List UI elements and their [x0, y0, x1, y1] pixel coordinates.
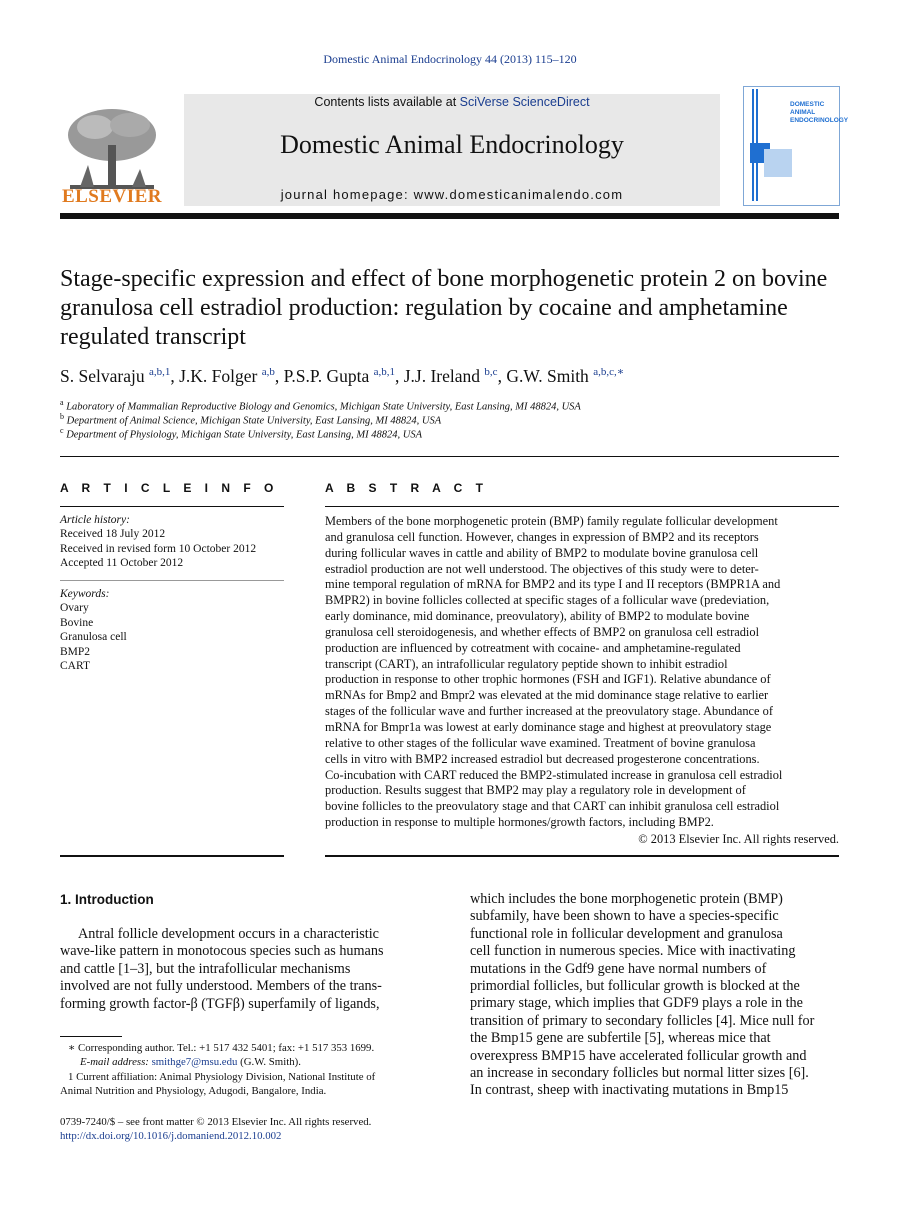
intro-line: which includes the bone morphogenetic protein (BMP) — [470, 891, 783, 907]
abstract-line: mRNAs for Bmp2 and Bmpr2 was elevated at the mid dominance stage relative to earlier — [325, 688, 769, 703]
abstract-line: production. Results suggest that BMP2 may play a regulatory role in development of — [325, 783, 746, 798]
intro-line: and cattle [1–3], but the intrafollicular mechanisms — [60, 960, 351, 977]
author-name[interactable]: P.S.P. Gupta — [283, 365, 370, 386]
history-received: Received 18 July 2012 — [60, 528, 166, 541]
journal-citation[interactable]: Domestic Animal Endocrinology 44 (2013) 115–120 — [323, 52, 577, 66]
intro-left-column — [60, 926, 430, 1013]
abstract-line: relative to other stages of the follicular wave examined. Treatment of bovine granulosa — [325, 735, 756, 750]
affiliation-mark: c — [60, 426, 64, 435]
doi-link[interactable]: http://dx.doi.org/10.1016/j.domaniend.2012.10.002 — [60, 1130, 282, 1143]
author-affil-marks[interactable]: a,b,1 — [373, 366, 395, 378]
email-suffix: (G.W. Smith). — [237, 1056, 301, 1069]
author-name[interactable]: J.J. Ireland — [403, 365, 481, 386]
author-list: S. Selvaraju $^{a,b,1}$, J.K. Folger $^{a,b}$, P.S.P. Gupta $^{a,b,1}$, J.J. Ireland $^{b,c}$, G.W. Smith $^{a,b,c,∗}$ — [60, 365, 625, 386]
author-name[interactable]: G.W. Smith — [506, 365, 589, 386]
abstract-line: BMPR2) in bovine follicles collected at specific stages of a follicular wave (predeviation, — [325, 593, 770, 608]
abstract-line: during follicular waves in cattle and ability of BMP2 to modulate bovine granulosa cell — [325, 545, 759, 560]
article-info-heading: A R T I C L E I N F O — [60, 481, 279, 495]
abstract-line: mRNA for Bmpr1a was lowest at early dominance stage and highest at preovulatory stage — [325, 719, 772, 734]
cover-title: DOMESTIC ANIMAL ENDOCRINOLOGY — [790, 101, 849, 124]
keywords-block — [60, 587, 284, 673]
author-name[interactable]: J.K. Folger — [179, 365, 258, 386]
elsevier-wordmark[interactable]: ELSEVIER — [61, 186, 163, 207]
email-link[interactable]: smithge7@msu.edu — [151, 1056, 238, 1069]
affiliation-text: Department of Animal Science, Michigan State University, East Lansing, MI 48824, USA — [66, 415, 442, 427]
intro-line: In contrast, sheep with inactivating mutations in Bmp15 — [470, 1082, 789, 1099]
abstract-line: stages of the follicular wave and further increased at the preovulatory stage. Abundance of — [325, 704, 773, 719]
article-history — [60, 513, 284, 571]
intro-right-column — [470, 891, 839, 1100]
abstract-line: mine temporal regulation of mRNA for BMP2 and its type I and II receptors (BMPR1A and — [325, 577, 781, 592]
abstract-heading: A B S T R A C T — [325, 481, 488, 495]
abstract-line: transcript (CART), an intrafollicular regulatory peptide shown to inhibit estradiol — [325, 656, 728, 671]
sciencedirect-link[interactable]: SciVerse ScienceDirect — [459, 95, 590, 109]
footnote-corresponding: ∗ Corresponding author. Tel.: +1 517 432 5401; fax: +1 517 353 1699. — [68, 1042, 375, 1054]
abstract-line: granulosa cell steroidogenesis, and whether effects of BMP2 on granulosa cell estradiol — [325, 624, 760, 639]
abstract-line: cells in vitro with BMP2 increased estradiol but decreased progesterone concentrations. — [325, 751, 760, 766]
affiliation-text: Department of Physiology, Michigan State University, East Lansing, MI 48824, USA — [66, 429, 422, 441]
author-affil-marks[interactable]: a,b,c,∗ — [593, 366, 625, 378]
journal-cover-thumbnail[interactable] — [743, 86, 849, 206]
keyword: Bovine — [60, 616, 94, 629]
journal-title: Domestic Animal Endocrinology — [280, 130, 624, 159]
intro-line: primary stage, which implies that GDF9 plays a role in the — [470, 995, 803, 1012]
abstract-line: Members of the bone morphogenetic protein (BMP) family regulate follicular development — [325, 514, 778, 528]
header-rule — [60, 213, 839, 219]
abstract-line: estradiol production are not well understood. The objectives of this study were to deter- — [325, 561, 759, 576]
affiliation-text: Laboratory of Mammalian Reproductive Biology and Genomics, Michigan State University, East Lansing, MI 48824, USA — [66, 401, 581, 413]
contents-prefix: Contents lists available at — [314, 95, 460, 109]
abstract-body — [325, 514, 839, 831]
affiliation-mark: a — [60, 398, 64, 407]
intro-line: subfamily, have been shown to have a species-specific — [470, 908, 779, 925]
affiliation-b — [60, 412, 840, 427]
intro-line: forming growth factor-β (TGFβ) superfamily of ligands, — [60, 995, 380, 1012]
info-bottom-rule — [60, 855, 284, 857]
footnote-affiliation: 1 Current affiliation: Animal Physiology Division, National Institute of — [68, 1070, 376, 1083]
author-affil-marks[interactable]: a,b — [261, 366, 275, 378]
author-affil-marks[interactable]: b,c — [484, 366, 498, 378]
info-rule — [60, 506, 284, 507]
section-heading-introduction: 1. Introduction — [60, 892, 154, 907]
keywords-label: Keywords: — [60, 588, 110, 600]
author-affil-marks[interactable]: a,b,1 — [148, 366, 171, 378]
footnote-rule — [60, 1036, 122, 1037]
journal-homepage[interactable]: journal homepage: www.domesticanimalendo.com — [280, 187, 624, 202]
intro-line: primordial follicles, but follicular growth is blocked at the — [470, 978, 800, 995]
intro-line: transition of primary to secondary follicles [4]. Mice null for — [470, 1012, 815, 1029]
affiliation-rule — [60, 456, 839, 457]
abstract-line: and granulosa cell function. However, changes in expression of BMP2 and its receptors — [325, 529, 759, 544]
intro-line: cell function in numerous species. Mice with inactivating — [470, 943, 796, 960]
front-matter-block — [60, 1115, 430, 1144]
intro-line: involved are not fully understood. Members of the trans- — [60, 978, 382, 995]
affiliation-c — [60, 426, 840, 441]
author-name[interactable]: S. Selvaraju — [60, 365, 145, 386]
keyword: CART — [60, 660, 90, 673]
affiliation-a — [60, 398, 840, 413]
abstract-rule — [325, 506, 839, 507]
abstract-bottom-rule — [325, 855, 839, 857]
history-accepted: Accepted 11 October 2012 — [60, 557, 184, 570]
issn-line: 0739-7240/$ – see front matter © 2013 Elsevier Inc. All rights reserved. — [60, 1116, 372, 1128]
abstract-line: bovine follicles to the preovulatory stage and that CART can inhibit granulosa cell estradiol — [325, 799, 780, 814]
intro-line: wave-like pattern in monotocous species such as humans — [60, 943, 384, 960]
history-revised: Received in revised form 10 October 2012 — [60, 542, 257, 555]
intro-line: Antral follicle development occurs in a characteristic — [78, 926, 379, 942]
article-title: Stage-specific expression and effect of bone morphogenetic protein 2 on bovine granulosa cell estradiol production: regulation by cocaine and amphetamine regulated transcript — [60, 266, 828, 350]
info-divider — [60, 580, 284, 581]
keyword: Granulosa cell — [60, 631, 127, 644]
abstract-line: early dominance, mid dominance, preovulatory), ability of BMP2 to modulate bovine — [325, 609, 750, 624]
intro-line: the Bmp15 gene are subfertile [5], whereas mice that — [470, 1030, 771, 1047]
cover-square — [764, 149, 792, 177]
abstract-line: production in response to multiple hormones/growth factors, including BMP2. — [325, 815, 714, 830]
abstract-copyright: © 2013 Elsevier Inc. All rights reserved. — [638, 832, 839, 846]
footnote-block — [60, 1041, 430, 1098]
email-label: E-mail address: — [80, 1056, 152, 1069]
abstract-line: Co-incubation with CART reduced the BMP2-stimulated increase in granulosa cell estradiol — [325, 767, 783, 782]
abstract-line: production are influenced by cotreatment with cocaine- and amphetamine-regulated — [325, 640, 741, 655]
footnote-affiliation-cont: Animal Nutrition and Physiology, Adugodi, Bangalore, India. — [60, 1084, 327, 1097]
intro-line: functional role in follicular development and granulosa — [470, 925, 783, 942]
contents-line — [184, 95, 720, 109]
intro-line: an increase in secondary follicles but normal litter sizes [6]. — [470, 1065, 809, 1082]
affiliation-mark: b — [60, 412, 64, 421]
history-label: Article history: — [60, 514, 130, 526]
keyword: Ovary — [60, 602, 89, 615]
keyword: BMP2 — [60, 645, 91, 658]
footnote-email — [60, 1055, 430, 1069]
intro-line: overexpress BMP15 have accelerated follicular growth and — [470, 1047, 807, 1064]
abstract-line: production in response to other trophic hormones (FSH and IGF1). Relative abundance of — [325, 672, 771, 687]
intro-line: mutations in the Gdf9 gene have normal numbers of — [470, 960, 767, 977]
